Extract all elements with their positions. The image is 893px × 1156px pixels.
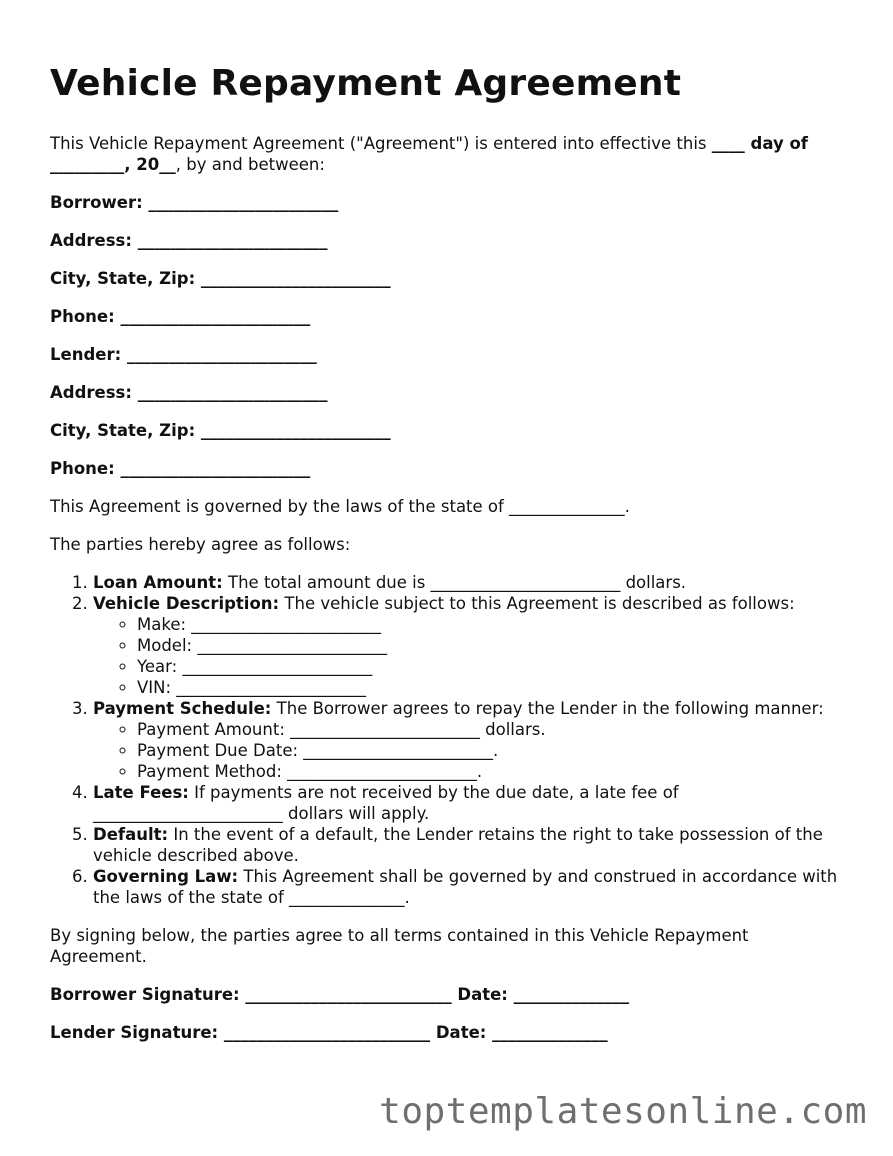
field-blank: _______________________ <box>120 459 311 478</box>
document <box>50 60 850 1060</box>
field-blank: _______________________ <box>200 269 391 288</box>
field-blank: _______________________ <box>137 383 328 402</box>
field-label: City, State, Zip: <box>50 269 196 288</box>
term-default <box>93 824 850 866</box>
closing-paragraph: By signing below, the parties agree to all terms contained in this Vehicle Repayment Agreement. <box>50 926 749 966</box>
intro-date-blank: ____ day of _________, 20__ <box>50 134 808 174</box>
agree-intro: The parties hereby agree as follows: <box>50 535 351 554</box>
term-vehicle-description <box>93 593 850 698</box>
field-label: Address: <box>50 231 132 250</box>
lender-signature-line: Lender Signature: _________________________ Date: ______________ <box>50 1023 608 1042</box>
field-label: Phone: <box>50 307 115 326</box>
borrower-phone-field <box>50 306 850 327</box>
term-text: The total amount due is _______________________ dollars. <box>222 573 687 592</box>
watermark: toptemplatesonline.com <box>379 1091 867 1132</box>
intro-text: This Vehicle Repayment Agreement ("Agreement") is entered into effective this <box>50 134 712 153</box>
field-blank: _______________________ <box>120 307 311 326</box>
term-label: Late Fees: <box>93 783 189 802</box>
payment-amount: ◦ Payment Amount: _______________________ dollars. <box>137 719 850 740</box>
field-blank: _______________________ <box>148 193 339 212</box>
vehicle-model: ◦ Model: _______________________ <box>137 635 850 656</box>
field-blank: _______________________ <box>137 231 328 250</box>
field-blank: _______________________ <box>126 345 317 364</box>
term-text: In the event of a default, the Lender retains the right to take possession of the vehicle described above. <box>93 825 823 865</box>
payment-due-date: ◦ Payment Due Date: _______________________. <box>137 740 850 761</box>
term-governing-law <box>93 866 850 908</box>
term-label: Default: <box>93 825 169 844</box>
field-label: City, State, Zip: <box>50 421 196 440</box>
payment-details-list <box>93 719 850 782</box>
term-label: Payment Schedule: <box>93 699 272 718</box>
borrower-field <box>50 192 850 213</box>
terms-list <box>50 572 850 908</box>
lender-field <box>50 344 850 365</box>
borrower-address-field <box>50 230 850 251</box>
term-text: The Borrower agrees to repay the Lender in the following manner: <box>271 699 824 718</box>
vehicle-make: ◦ Make: _______________________ <box>137 614 850 635</box>
term-loan-amount <box>93 572 850 593</box>
field-blank: _______________________ <box>200 421 391 440</box>
field-label: Address: <box>50 383 132 402</box>
vehicle-vin: ◦ VIN: _______________________ <box>137 677 850 698</box>
payment-method: ◦ Payment Method: _______________________. <box>137 761 850 782</box>
vehicle-year: ◦ Year: _______________________ <box>137 656 850 677</box>
term-text: If payments are not received by the due date, a late fee of _______________________ dollars will apply. <box>93 783 679 823</box>
field-label: Phone: <box>50 459 115 478</box>
field-label: Borrower: <box>50 193 143 212</box>
borrower-city-field <box>50 268 850 289</box>
field-label: Lender: <box>50 345 122 364</box>
term-text: The vehicle subject to this Agreement is described as follows: <box>279 594 795 613</box>
lender-city-field <box>50 420 850 441</box>
intro-paragraph <box>50 133 850 175</box>
intro-text-end: , by and between: <box>175 155 325 174</box>
term-late-fees <box>93 782 850 824</box>
term-text: This Agreement shall be governed by and construed in accordance with the laws of the state of ______________. <box>93 867 838 907</box>
lender-phone-field <box>50 458 850 479</box>
term-label: Loan Amount: <box>93 573 223 592</box>
term-label: Vehicle Description: <box>93 594 280 613</box>
term-payment-schedule <box>93 698 850 782</box>
lender-address-field <box>50 382 850 403</box>
term-label: Governing Law: <box>93 867 239 886</box>
document-title: Vehicle Repayment Agreement <box>50 63 682 104</box>
vehicle-details-list <box>93 614 850 698</box>
borrower-signature-line: Borrower Signature: _________________________ Date: ______________ <box>50 985 630 1004</box>
governed-by-paragraph: This Agreement is governed by the laws of the state of ______________. <box>50 497 630 516</box>
